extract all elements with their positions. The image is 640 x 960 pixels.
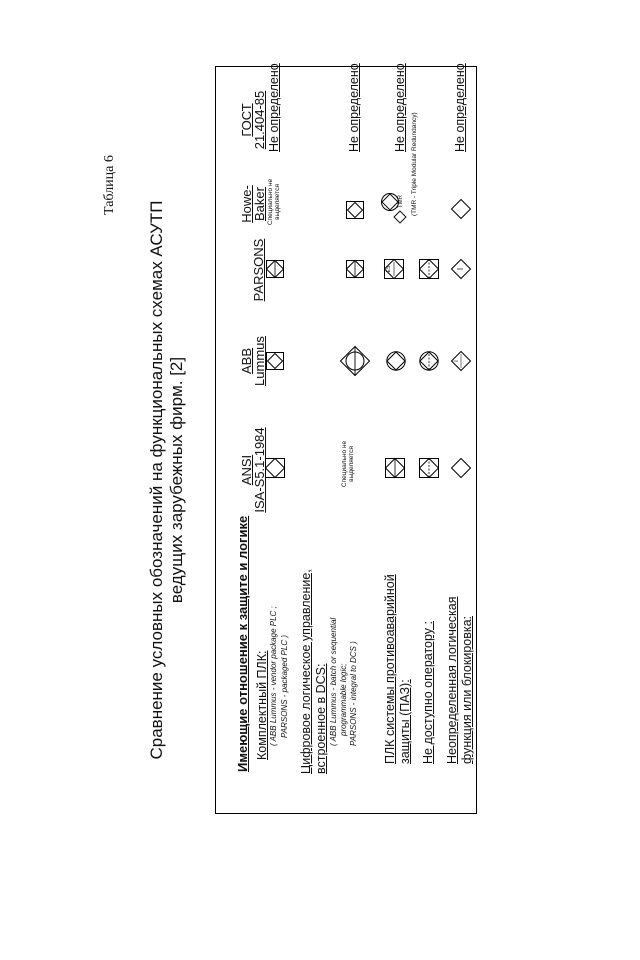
- howe-plc-not-distinguished: Специально не выделяется: [267, 178, 281, 226]
- gost-dcs-undefined: Не определено: [347, 63, 361, 152]
- parsons-operator-symbol: [419, 259, 439, 279]
- gost-undefined-undefined: Не определено: [453, 63, 467, 152]
- row-paz-label-2: защиты (ПАЗ):: [398, 679, 412, 764]
- abb-dcs-symbol: [340, 346, 370, 376]
- parsons-paz-symbol: [384, 259, 404, 279]
- howe-baker-header: Howe- Baker: [239, 185, 267, 223]
- row-dcs-label-1: Цифровое логическое управление,: [299, 569, 313, 774]
- row-undefined-label-1: Неопределенная логическая: [445, 596, 459, 764]
- parsons-undefined-symbol: [451, 259, 471, 279]
- howe-paz-symbol: [380, 192, 408, 224]
- row-undefined-label-2: функция или блокировка:: [460, 615, 474, 764]
- row-operator-label: Не доступно оператору :: [421, 620, 435, 764]
- abb-paz-symbol: [386, 351, 406, 371]
- howe-undefined-symbol: [451, 199, 471, 219]
- gost-plc-undefined: Не определено: [267, 63, 281, 152]
- row-dcs-note-2: programmable logic;: [339, 663, 348, 736]
- howe-tmr-tag: TMR: [398, 195, 404, 208]
- parsons-undefined-tag: I: [456, 267, 465, 271]
- row-plc-note-2: PARSONS - packaged PLC ): [280, 634, 289, 738]
- row-dcs-note-3: PARSONS - integral to DCS ): [349, 641, 358, 746]
- ansi-plc-symbol: [265, 458, 285, 478]
- parsons-header: PARSONS: [251, 238, 266, 302]
- abb-lummus-header: ABB Lummus: [239, 336, 267, 386]
- abb-undefined-tag: I: [454, 360, 460, 362]
- ansi-header: ANSI ISA-S5.1-1984: [239, 427, 267, 513]
- category-header: Имеющие отношение к защите и логике: [235, 515, 250, 772]
- parsons-dcs-symbol: [346, 260, 364, 278]
- row-dcs-note-1: ( ABB Lummus - batch or sequential: [329, 617, 338, 746]
- gost-paz-undefined: Не определено: [393, 63, 407, 152]
- parsons-plc-symbol: [266, 260, 284, 278]
- table-title-line-1: Сравнение условных обозначений на функциональных схемах АСУТП: [147, 200, 166, 760]
- row-plc-note-1: ( ABB Lummus - vendor package PLC ;: [269, 606, 278, 746]
- ansi-operator-symbol: [419, 458, 439, 478]
- table-title-line-2: ведущих зарубежных фирм. [2]: [167, 356, 186, 604]
- abb-plc-symbol: [266, 352, 284, 370]
- row-plc-label: Комплектный ПЛК:: [255, 650, 269, 760]
- row-dcs-label-2: встроенное в DCS:: [314, 663, 328, 774]
- howe-dcs-symbol: [346, 201, 364, 219]
- tmr-explanation: (TMR - Triple Modular Redundancy): [411, 112, 418, 216]
- ansi-paz-symbol: [385, 458, 405, 478]
- row-paz-label-1: ПЛК системы противоаварийной: [383, 574, 397, 764]
- parsons-paz-tag: ES: [386, 265, 392, 273]
- ansi-dcs-not-distinguished: Специально не выделяется: [341, 440, 355, 488]
- abb-undefined-symbol: [451, 351, 471, 371]
- table-caption: Таблица 6: [102, 155, 117, 215]
- gost-header: ГОСТ 21.404-85: [239, 90, 267, 150]
- ansi-undefined-symbol: [451, 458, 471, 478]
- abb-operator-symbol: [419, 351, 439, 371]
